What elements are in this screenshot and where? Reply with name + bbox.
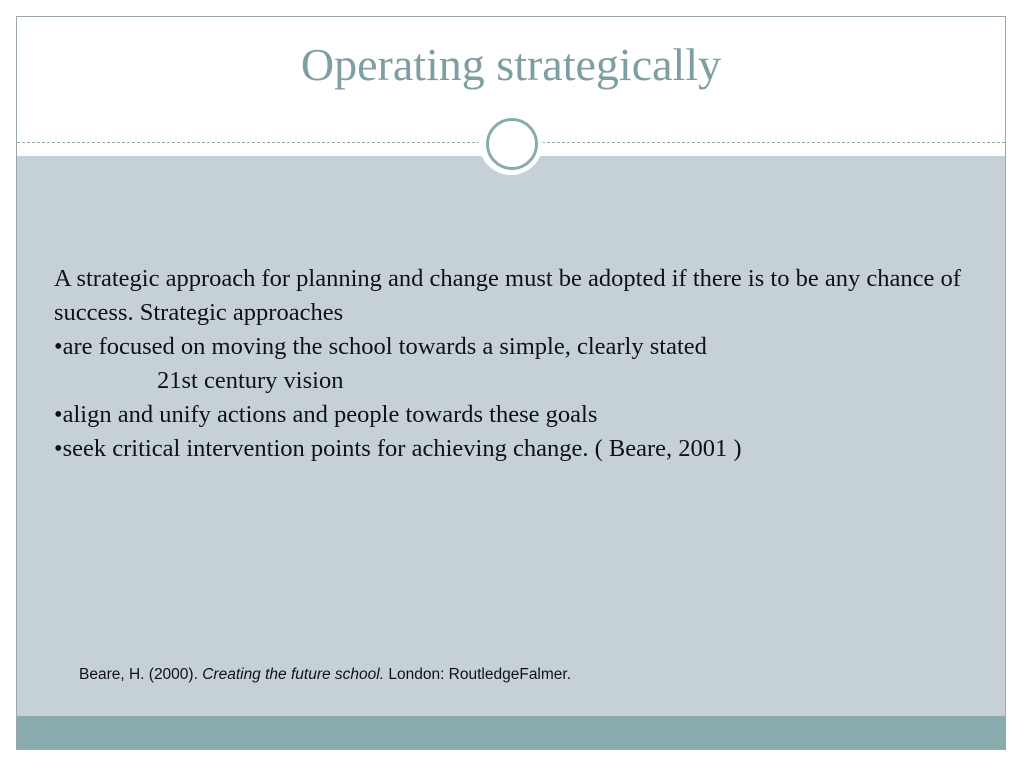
slide-title: Operating strategically <box>300 39 722 90</box>
reference-publisher: London: RoutledgeFalmer. <box>388 666 572 683</box>
bullet-item: •seek critical intervention points for achieving change. ( Beare, 2001 ) <box>54 435 742 462</box>
intro-paragraph: A strategic approach for planning and change must be adopted if there is to be any chance of success. Strategic approaches <box>54 265 961 326</box>
footer-bar <box>17 716 1005 750</box>
ornament-ring <box>486 118 538 170</box>
body-text <box>54 262 984 466</box>
slide <box>16 16 1006 750</box>
reference-author-year: Beare, H. (2000). <box>79 666 198 683</box>
reference-citation <box>79 666 571 684</box>
bullet-continuation: 21st century vision <box>157 367 344 394</box>
bullet-item: •are focused on moving the school towards a simple, clearly stated <box>54 333 707 360</box>
bullet-item: •align and unify actions and people towards these goals <box>54 401 598 428</box>
reference-book-title: Creating the future school. <box>202 666 385 683</box>
